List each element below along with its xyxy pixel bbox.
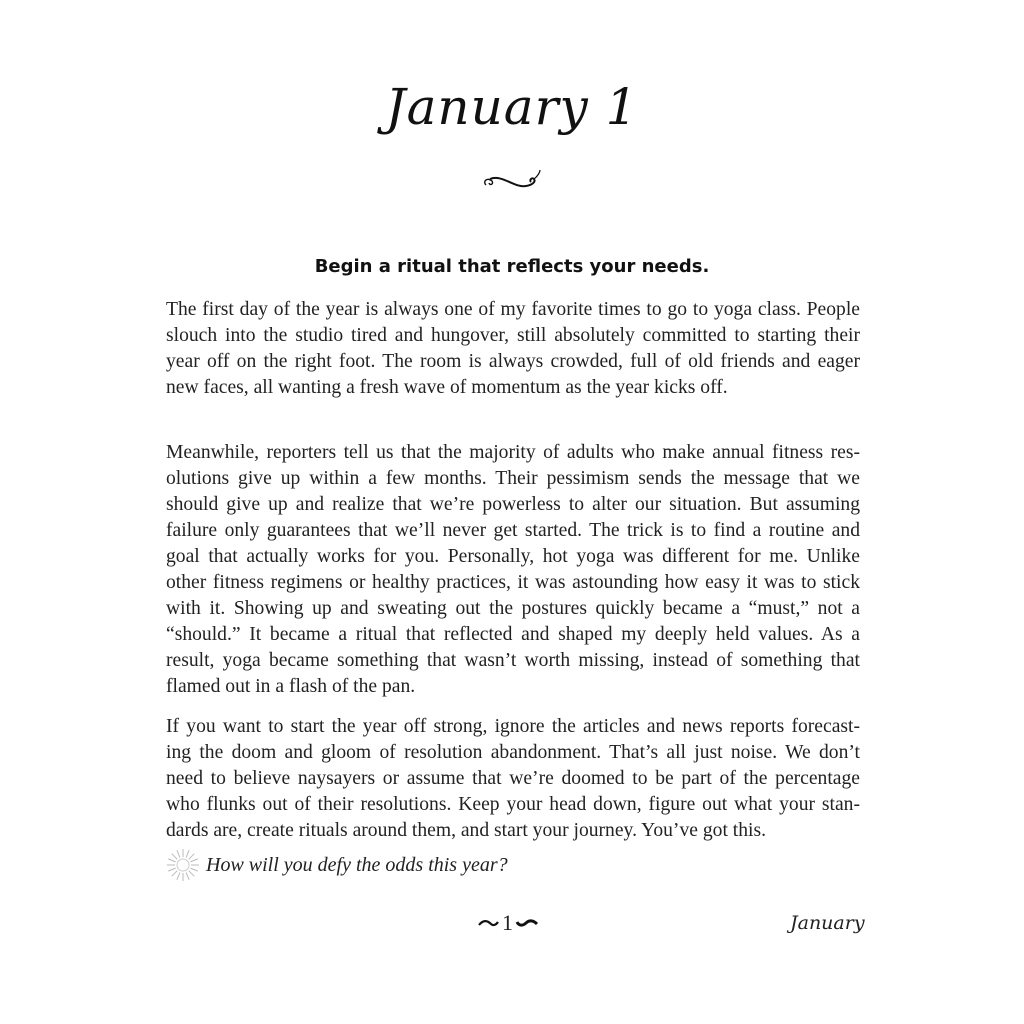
text-line: should give up and realize that we’re powerless to alter our situation. But assuming bbox=[166, 494, 860, 515]
paragraph-3 bbox=[166, 714, 860, 844]
text-line: year off on the right foot. The room is always crowded, full of old friends and eager bbox=[166, 351, 860, 372]
text-line: Meanwhile, reporters tell us that the majority of adults who make annual fitness res- bbox=[166, 442, 860, 463]
text-line: result, yoga became something that wasn’t worth missing, instead of something that bbox=[166, 650, 860, 671]
paragraph-1 bbox=[166, 297, 860, 401]
text-line: who flunks out of their resolutions. Keep your head down, figure out what your stan- bbox=[166, 794, 860, 815]
flourish-ornament-icon bbox=[480, 168, 546, 194]
reflection-prompt bbox=[166, 848, 508, 882]
text-line: other fitness regimens or healthy practices, it was astounding how easy it was to stick bbox=[166, 572, 860, 593]
text-line: slouch into the studio tired and hungover, still absolutely committed to starting their bbox=[166, 325, 860, 346]
left-tilde-ornament-icon bbox=[478, 917, 500, 929]
text-line: If you want to start the year off strong, ignore the articles and news reports forecast- bbox=[166, 716, 860, 737]
text-line: need to believe naysayers or assume that we’re doomed to be part of the percentage bbox=[166, 768, 860, 789]
page-folio bbox=[478, 910, 539, 936]
text-line: failure only guarantees that we’ll never get started. The trick is to find a routine and bbox=[166, 520, 860, 541]
page-title: January 1 bbox=[385, 78, 639, 136]
text-line: new faces, all wanting a fresh wave of momentum as the year kicks off. bbox=[166, 377, 728, 398]
text-line: The first day of the year is always one of my favorite times to go to yoga class. People bbox=[166, 299, 860, 320]
section-subheading: Begin a ritual that reflects your needs. bbox=[314, 256, 710, 277]
running-head: January bbox=[790, 912, 865, 934]
text-line: ing the doom and gloom of resolution abandonment. That’s all just noise. We don’t bbox=[166, 742, 860, 763]
right-tilde-ornament-icon bbox=[515, 917, 539, 929]
text-line: with it. Showing up and sweating out the postures quickly became a “must,” not a bbox=[166, 598, 860, 619]
sunburst-icon bbox=[166, 848, 200, 882]
text-line: flamed out in a flash of the pan. bbox=[166, 676, 416, 697]
paragraph-2 bbox=[166, 440, 860, 700]
text-line: olutions give up within a few months. Their pessimism sends the message that we bbox=[166, 468, 860, 489]
text-line: dards are, create rituals around them, and start your journey. You’ve got this. bbox=[166, 820, 766, 841]
text-line: “should.” It became a ritual that reflected and shaped my deeply held values. As a bbox=[166, 624, 860, 645]
prompt-question: How will you defy the odds this year? bbox=[206, 853, 508, 876]
page-number: 1 bbox=[502, 910, 513, 935]
text-line: goal that actually works for you. Personally, hot yoga was different for me. Unlike bbox=[166, 546, 860, 567]
